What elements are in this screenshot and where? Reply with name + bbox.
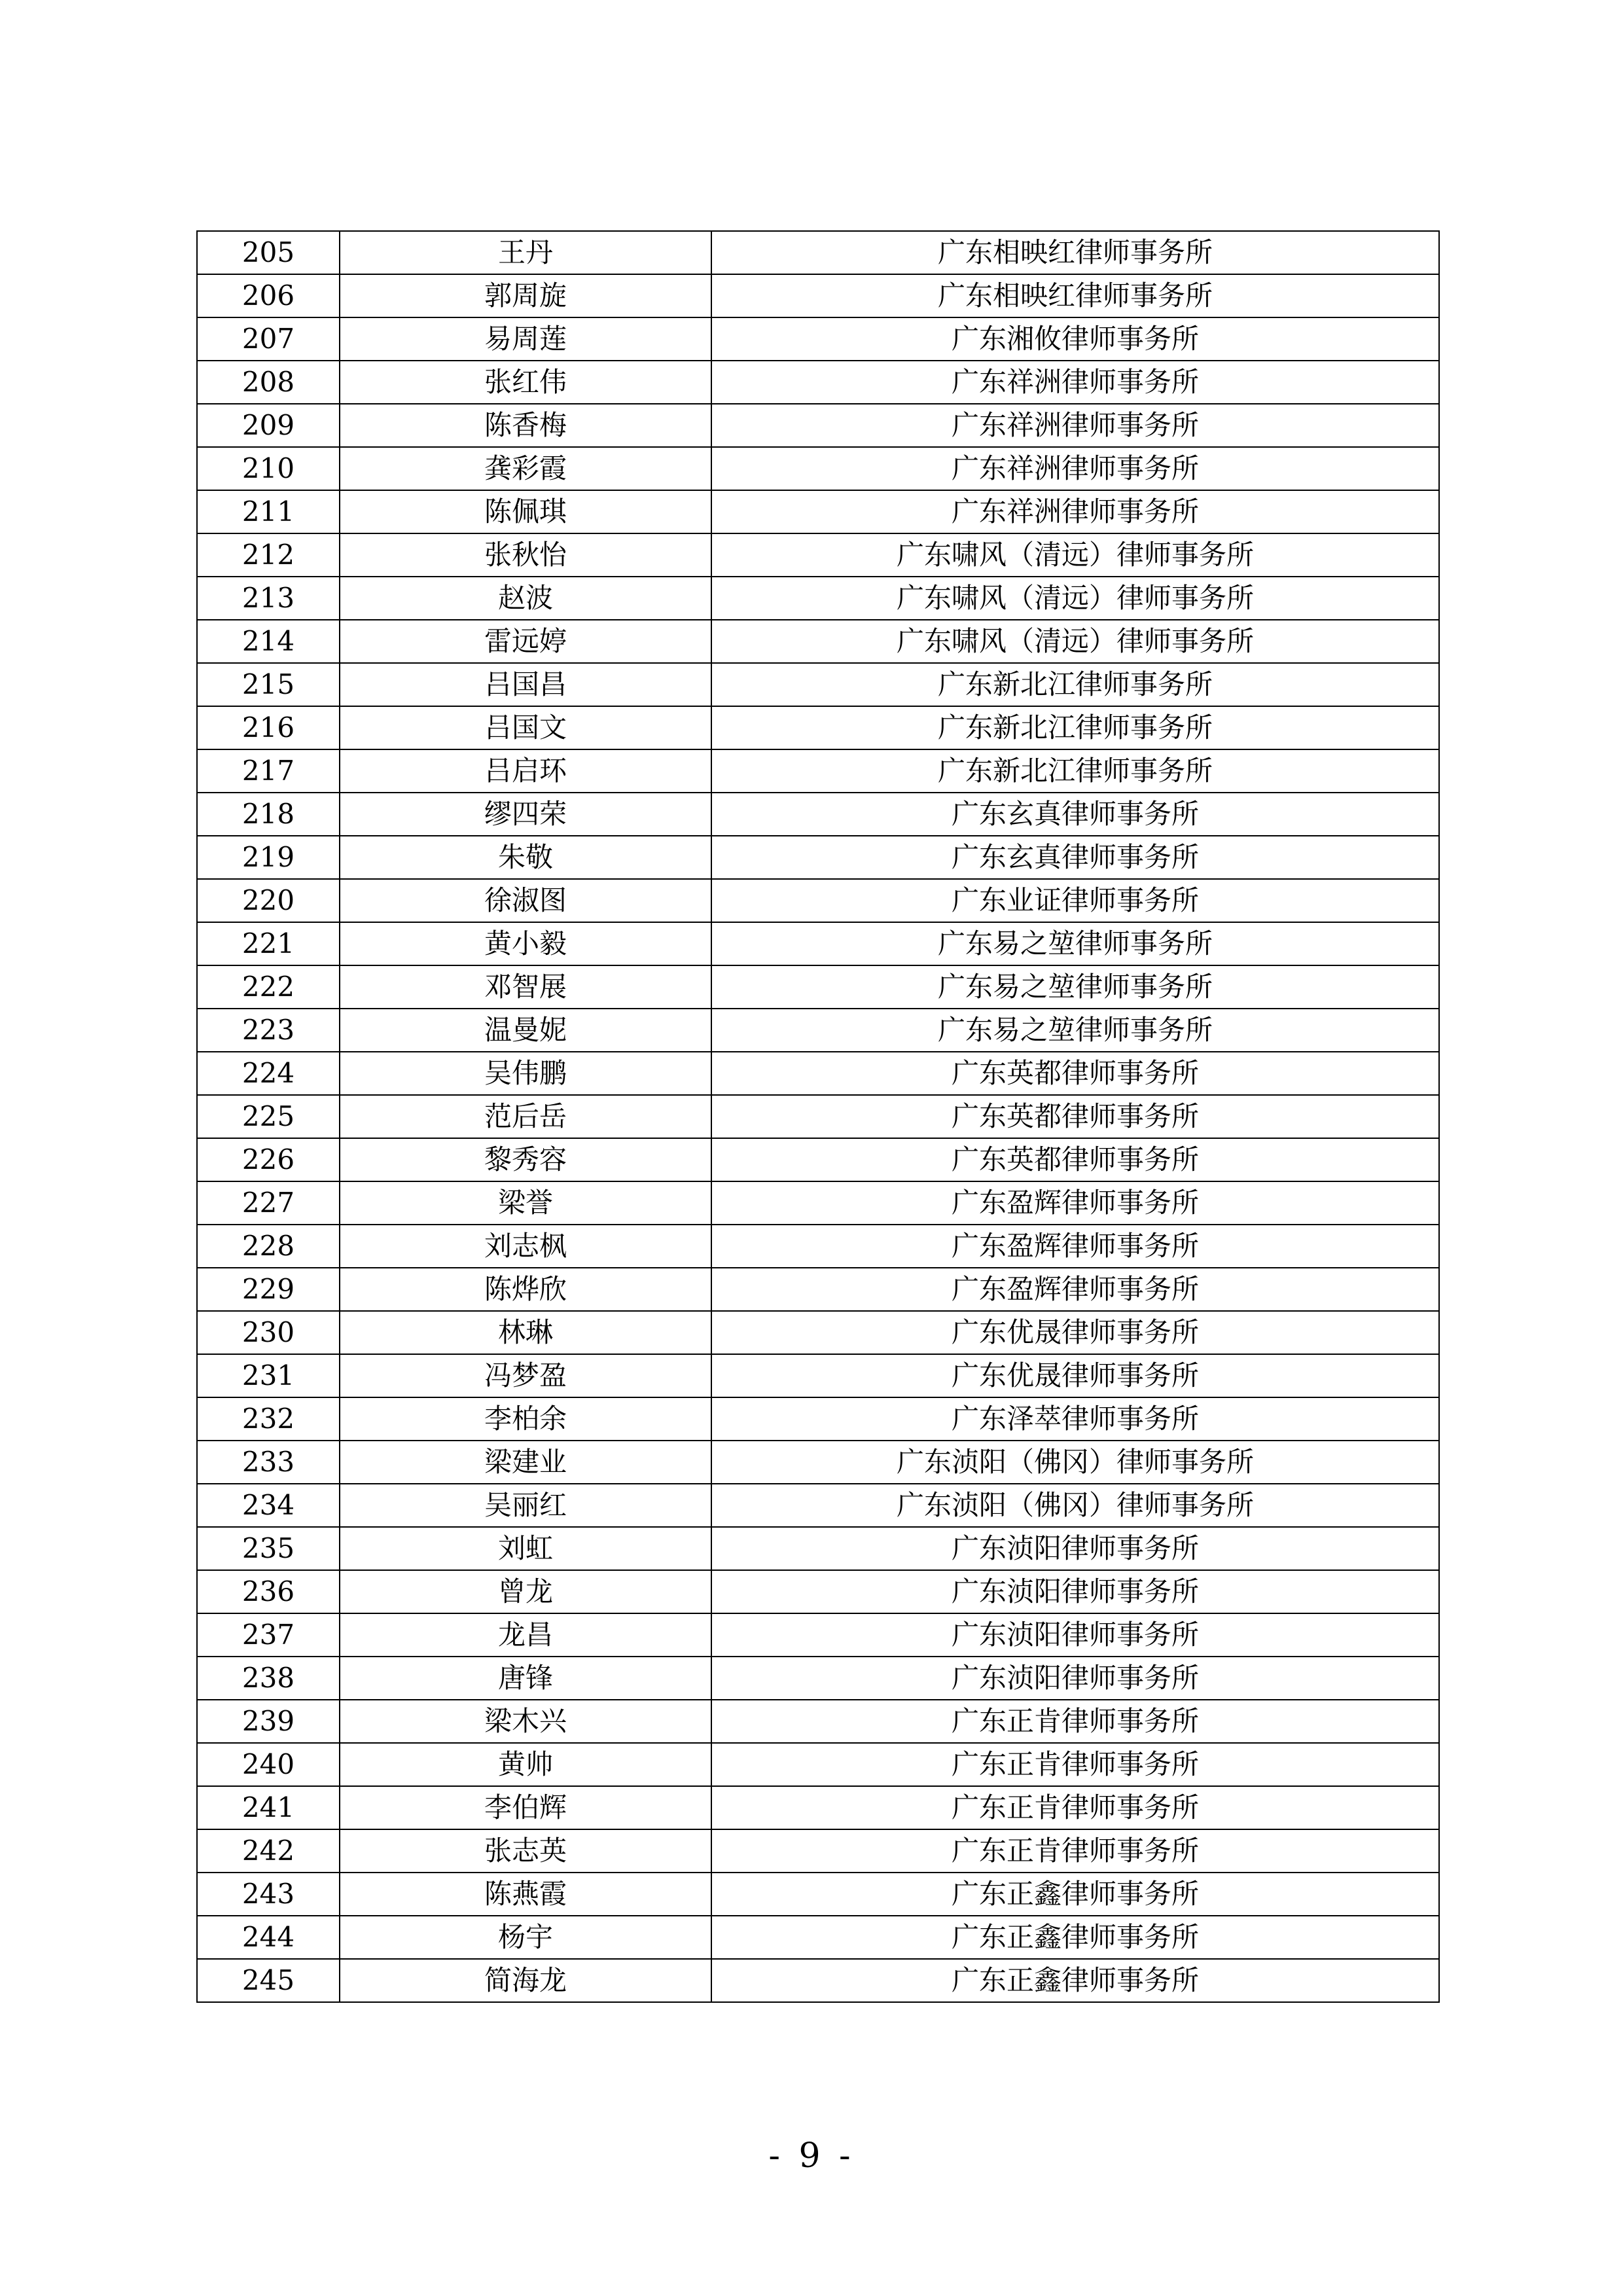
row-number-cell: 209 bbox=[197, 404, 340, 447]
law-firm-cell: 广东正肯律师事务所 bbox=[711, 1743, 1439, 1786]
table-row bbox=[197, 1095, 1439, 1138]
law-firm-cell: 广东英都律师事务所 bbox=[711, 1138, 1439, 1181]
law-firm-cell: 广东浈阳律师事务所 bbox=[711, 1657, 1439, 1700]
table-row bbox=[197, 1397, 1439, 1441]
table-row bbox=[197, 274, 1439, 317]
law-firm-cell: 广东业证律师事务所 bbox=[711, 879, 1439, 922]
lawyer-name-cell: 梁木兴 bbox=[340, 1700, 711, 1743]
law-firm-cell: 广东啸风（清远）律师事务所 bbox=[711, 620, 1439, 663]
lawyer-name-cell: 吕国文 bbox=[340, 706, 711, 749]
row-number-cell: 230 bbox=[197, 1311, 340, 1354]
lawyer-name-cell: 梁誉 bbox=[340, 1181, 711, 1225]
table-row bbox=[197, 1873, 1439, 1916]
law-firm-cell: 广东浈阳律师事务所 bbox=[711, 1613, 1439, 1657]
law-firm-cell: 广东英都律师事务所 bbox=[711, 1095, 1439, 1138]
row-number-cell: 207 bbox=[197, 317, 340, 361]
law-firm-cell: 广东盈辉律师事务所 bbox=[711, 1268, 1439, 1311]
law-firm-cell: 广东湘攸律师事务所 bbox=[711, 317, 1439, 361]
law-firm-cell: 广东泽萃律师事务所 bbox=[711, 1397, 1439, 1441]
law-firm-cell: 广东祥洲律师事务所 bbox=[711, 361, 1439, 404]
lawyer-name-cell: 缪四荣 bbox=[340, 793, 711, 836]
lawyer-name-cell: 黄帅 bbox=[340, 1743, 711, 1786]
table-row bbox=[197, 1009, 1439, 1052]
row-number-cell: 223 bbox=[197, 1009, 340, 1052]
table-row bbox=[197, 1138, 1439, 1181]
lawyer-name-cell: 王丹 bbox=[340, 231, 711, 274]
law-firm-cell: 广东相映红律师事务所 bbox=[711, 274, 1439, 317]
row-number-cell: 213 bbox=[197, 577, 340, 620]
table-row bbox=[197, 490, 1439, 533]
table-row bbox=[197, 1052, 1439, 1095]
lawyer-name-cell: 张红伟 bbox=[340, 361, 711, 404]
lawyer-name-cell: 范后岳 bbox=[340, 1095, 711, 1138]
row-number-cell: 244 bbox=[197, 1916, 340, 1959]
table-row bbox=[197, 1700, 1439, 1743]
table-row bbox=[197, 1916, 1439, 1959]
row-number-cell: 219 bbox=[197, 836, 340, 879]
row-number-cell: 238 bbox=[197, 1657, 340, 1700]
lawyer-name-cell: 杨宇 bbox=[340, 1916, 711, 1959]
lawyer-name-cell: 唐锋 bbox=[340, 1657, 711, 1700]
law-firm-cell: 广东优晟律师事务所 bbox=[711, 1354, 1439, 1397]
lawyer-name-cell: 刘虹 bbox=[340, 1527, 711, 1570]
table-row bbox=[197, 317, 1439, 361]
lawyer-name-cell: 温曼妮 bbox=[340, 1009, 711, 1052]
lawyer-name-cell: 吕国昌 bbox=[340, 663, 711, 706]
lawyer-name-cell: 陈香梅 bbox=[340, 404, 711, 447]
row-number-cell: 228 bbox=[197, 1225, 340, 1268]
law-firm-cell: 广东正肯律师事务所 bbox=[711, 1700, 1439, 1743]
law-firm-cell: 广东相映红律师事务所 bbox=[711, 231, 1439, 274]
table-row bbox=[197, 1959, 1439, 2002]
law-firm-cell: 广东优晟律师事务所 bbox=[711, 1311, 1439, 1354]
lawyer-name-cell: 陈燕霞 bbox=[340, 1873, 711, 1916]
row-number-cell: 221 bbox=[197, 922, 340, 965]
table-row bbox=[197, 1743, 1439, 1786]
law-firm-cell: 广东正鑫律师事务所 bbox=[711, 1959, 1439, 2002]
table-row bbox=[197, 533, 1439, 577]
law-firm-cell: 广东浈阳（佛冈）律师事务所 bbox=[711, 1484, 1439, 1527]
lawyer-name-cell: 吴丽红 bbox=[340, 1484, 711, 1527]
row-number-cell: 210 bbox=[197, 447, 340, 490]
table-row bbox=[197, 620, 1439, 663]
row-number-cell: 231 bbox=[197, 1354, 340, 1397]
row-number-cell: 208 bbox=[197, 361, 340, 404]
table-row bbox=[197, 1225, 1439, 1268]
lawyer-list-body bbox=[197, 231, 1439, 2002]
lawyer-name-cell: 邓智展 bbox=[340, 965, 711, 1009]
row-number-cell: 233 bbox=[197, 1441, 340, 1484]
law-firm-cell: 广东正鑫律师事务所 bbox=[711, 1916, 1439, 1959]
row-number-cell: 243 bbox=[197, 1873, 340, 1916]
law-firm-cell: 广东盈辉律师事务所 bbox=[711, 1181, 1439, 1225]
lawyer-name-cell: 赵波 bbox=[340, 577, 711, 620]
law-firm-cell: 广东玄真律师事务所 bbox=[711, 836, 1439, 879]
law-firm-cell: 广东祥洲律师事务所 bbox=[711, 490, 1439, 533]
table-row bbox=[197, 1441, 1439, 1484]
law-firm-cell: 广东正鑫律师事务所 bbox=[711, 1873, 1439, 1916]
lawyer-name-cell: 龚彩霞 bbox=[340, 447, 711, 490]
row-number-cell: 241 bbox=[197, 1786, 340, 1829]
law-firm-cell: 广东新北江律师事务所 bbox=[711, 749, 1439, 793]
lawyer-name-cell: 黎秀容 bbox=[340, 1138, 711, 1181]
lawyer-list-table bbox=[196, 230, 1440, 2003]
row-number-cell: 240 bbox=[197, 1743, 340, 1786]
lawyer-name-cell: 李伯辉 bbox=[340, 1786, 711, 1829]
law-firm-cell: 广东浈阳律师事务所 bbox=[711, 1570, 1439, 1613]
lawyer-name-cell: 梁建业 bbox=[340, 1441, 711, 1484]
row-number-cell: 215 bbox=[197, 663, 340, 706]
table-row bbox=[197, 1484, 1439, 1527]
row-number-cell: 212 bbox=[197, 533, 340, 577]
table-row bbox=[197, 1786, 1439, 1829]
table-row bbox=[197, 1570, 1439, 1613]
law-firm-cell: 广东正肯律师事务所 bbox=[711, 1786, 1439, 1829]
law-firm-cell: 广东新北江律师事务所 bbox=[711, 706, 1439, 749]
row-number-cell: 239 bbox=[197, 1700, 340, 1743]
row-number-cell: 224 bbox=[197, 1052, 340, 1095]
table-row bbox=[197, 1311, 1439, 1354]
law-firm-cell: 广东浈阳律师事务所 bbox=[711, 1527, 1439, 1570]
lawyer-name-cell: 陈佩琪 bbox=[340, 490, 711, 533]
row-number-cell: 234 bbox=[197, 1484, 340, 1527]
row-number-cell: 236 bbox=[197, 1570, 340, 1613]
row-number-cell: 217 bbox=[197, 749, 340, 793]
table-row bbox=[197, 447, 1439, 490]
lawyer-name-cell: 陈烨欣 bbox=[340, 1268, 711, 1311]
lawyer-name-cell: 雷远婷 bbox=[340, 620, 711, 663]
law-firm-cell: 广东英都律师事务所 bbox=[711, 1052, 1439, 1095]
law-firm-cell: 广东易之堃律师事务所 bbox=[711, 1009, 1439, 1052]
table-row bbox=[197, 231, 1439, 274]
lawyer-name-cell: 张秋怡 bbox=[340, 533, 711, 577]
row-number-cell: 218 bbox=[197, 793, 340, 836]
law-firm-cell: 广东啸风（清远）律师事务所 bbox=[711, 577, 1439, 620]
lawyer-name-cell: 曾龙 bbox=[340, 1570, 711, 1613]
table-row bbox=[197, 749, 1439, 793]
lawyer-name-cell: 郭周旋 bbox=[340, 274, 711, 317]
table-row bbox=[197, 404, 1439, 447]
row-number-cell: 229 bbox=[197, 1268, 340, 1311]
row-number-cell: 225 bbox=[197, 1095, 340, 1138]
row-number-cell: 211 bbox=[197, 490, 340, 533]
lawyer-name-cell: 吴伟鹏 bbox=[340, 1052, 711, 1095]
table-row bbox=[197, 793, 1439, 836]
law-firm-cell: 广东新北江律师事务所 bbox=[711, 663, 1439, 706]
table-row bbox=[197, 1354, 1439, 1397]
row-number-cell: 214 bbox=[197, 620, 340, 663]
row-number-cell: 237 bbox=[197, 1613, 340, 1657]
law-firm-cell: 广东正肯律师事务所 bbox=[711, 1829, 1439, 1873]
table-row bbox=[197, 577, 1439, 620]
row-number-cell: 242 bbox=[197, 1829, 340, 1873]
table-row bbox=[197, 1268, 1439, 1311]
law-firm-cell: 广东浈阳（佛冈）律师事务所 bbox=[711, 1441, 1439, 1484]
row-number-cell: 205 bbox=[197, 231, 340, 274]
table-row bbox=[197, 1657, 1439, 1700]
table-row bbox=[197, 922, 1439, 965]
lawyer-name-cell: 简海龙 bbox=[340, 1959, 711, 2002]
law-firm-cell: 广东啸风（清远）律师事务所 bbox=[711, 533, 1439, 577]
law-firm-cell: 广东易之堃律师事务所 bbox=[711, 965, 1439, 1009]
row-number-cell: 222 bbox=[197, 965, 340, 1009]
table-row bbox=[197, 879, 1439, 922]
row-number-cell: 220 bbox=[197, 879, 340, 922]
law-firm-cell: 广东祥洲律师事务所 bbox=[711, 447, 1439, 490]
law-firm-cell: 广东玄真律师事务所 bbox=[711, 793, 1439, 836]
law-firm-cell: 广东易之堃律师事务所 bbox=[711, 922, 1439, 965]
table-row bbox=[197, 1527, 1439, 1570]
lawyer-name-cell: 易周莲 bbox=[340, 317, 711, 361]
table-row bbox=[197, 1613, 1439, 1657]
table-row bbox=[197, 663, 1439, 706]
lawyer-name-cell: 李柏余 bbox=[340, 1397, 711, 1441]
table-row bbox=[197, 361, 1439, 404]
table-row bbox=[197, 1829, 1439, 1873]
row-number-cell: 235 bbox=[197, 1527, 340, 1570]
lawyer-name-cell: 龙昌 bbox=[340, 1613, 711, 1657]
table-row bbox=[197, 1181, 1439, 1225]
lawyer-name-cell: 冯梦盈 bbox=[340, 1354, 711, 1397]
lawyer-name-cell: 吕启环 bbox=[340, 749, 711, 793]
row-number-cell: 206 bbox=[197, 274, 340, 317]
lawyer-name-cell: 张志英 bbox=[340, 1829, 711, 1873]
lawyer-name-cell: 朱敬 bbox=[340, 836, 711, 879]
row-number-cell: 245 bbox=[197, 1959, 340, 2002]
lawyer-name-cell: 黄小毅 bbox=[340, 922, 711, 965]
table-row bbox=[197, 706, 1439, 749]
row-number-cell: 216 bbox=[197, 706, 340, 749]
law-firm-cell: 广东盈辉律师事务所 bbox=[711, 1225, 1439, 1268]
lawyer-name-cell: 林琳 bbox=[340, 1311, 711, 1354]
row-number-cell: 232 bbox=[197, 1397, 340, 1441]
table-row bbox=[197, 965, 1439, 1009]
law-firm-cell: 广东祥洲律师事务所 bbox=[711, 404, 1439, 447]
lawyer-name-cell: 徐淑图 bbox=[340, 879, 711, 922]
lawyer-name-cell: 刘志枫 bbox=[340, 1225, 711, 1268]
row-number-cell: 227 bbox=[197, 1181, 340, 1225]
table-row bbox=[197, 836, 1439, 879]
row-number-cell: 226 bbox=[197, 1138, 340, 1181]
page-number: - 9 - bbox=[768, 2136, 855, 2176]
